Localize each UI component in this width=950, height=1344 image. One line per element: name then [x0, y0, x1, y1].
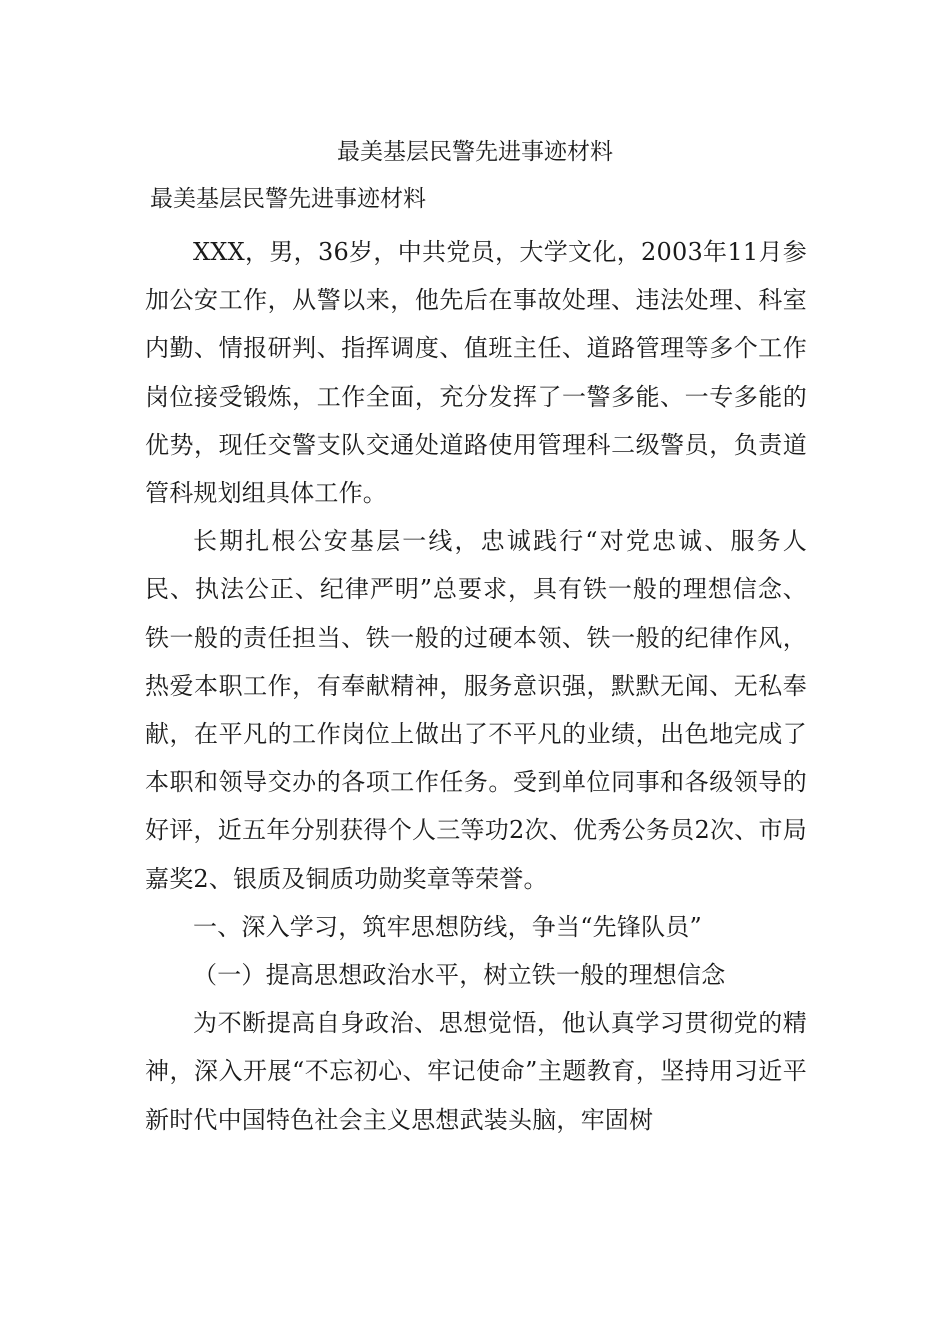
paragraph-achievements: 长期扎根公安基层一线，忠诚践行“对党忠诚、服务人民、执法公正、纪律严明”总要求，具有铁一般的理想信念、铁一般的责任担当、铁一般的过硬本领、铁一般的纪律作风，热爱本职工作，有奉献精神，服务意识强，默默无闻、无私奉献，在平凡的工作岗位上做出了不平凡的业绩，出色地完成了本职和领导交办的各项工作任务。受到单位同事和各级领导的好评，近五年分别获得个人三等功2次、优秀公务员2次、市局嘉奖2、银质及铜质功勋奖章等荣誉。	[145, 527, 807, 893]
document-subtitle: 最美基层民警先进事迹材料	[150, 186, 426, 212]
subsection-heading: （一）提高思想政治水平，树立铁一般的理想信念	[193, 961, 726, 990]
paragraph-profile: XXX，男，36岁，中共党员，大学文化，2003年11月参加公安工作，从警以来，他先后在事故处理、违法处理、科室内勤、情报研判、指挥调度、值班主任、道路管理等多个工作岗位接受锻炼，工作全面，充分发挥了一警多能、一专多能的优势，现任交警支队交通处道路使用管理科二级警员，负责道管科规划组具体工作。	[145, 238, 807, 508]
paragraph-study: 为不断提高自身政治、思想觉悟，他认真学习贯彻党的精神，深入开展“不忘初心、牢记使命”主题教育，坚持用习近平新时代中国特色社会主义思想武装头脑，牢固树	[145, 1009, 807, 1134]
document-body	[145, 228, 807, 1144]
section-heading: 一、深入学习，筑牢思想防线，争当“先锋队员”	[193, 912, 702, 941]
document-title: 最美基层民警先进事迹材料	[337, 139, 613, 165]
